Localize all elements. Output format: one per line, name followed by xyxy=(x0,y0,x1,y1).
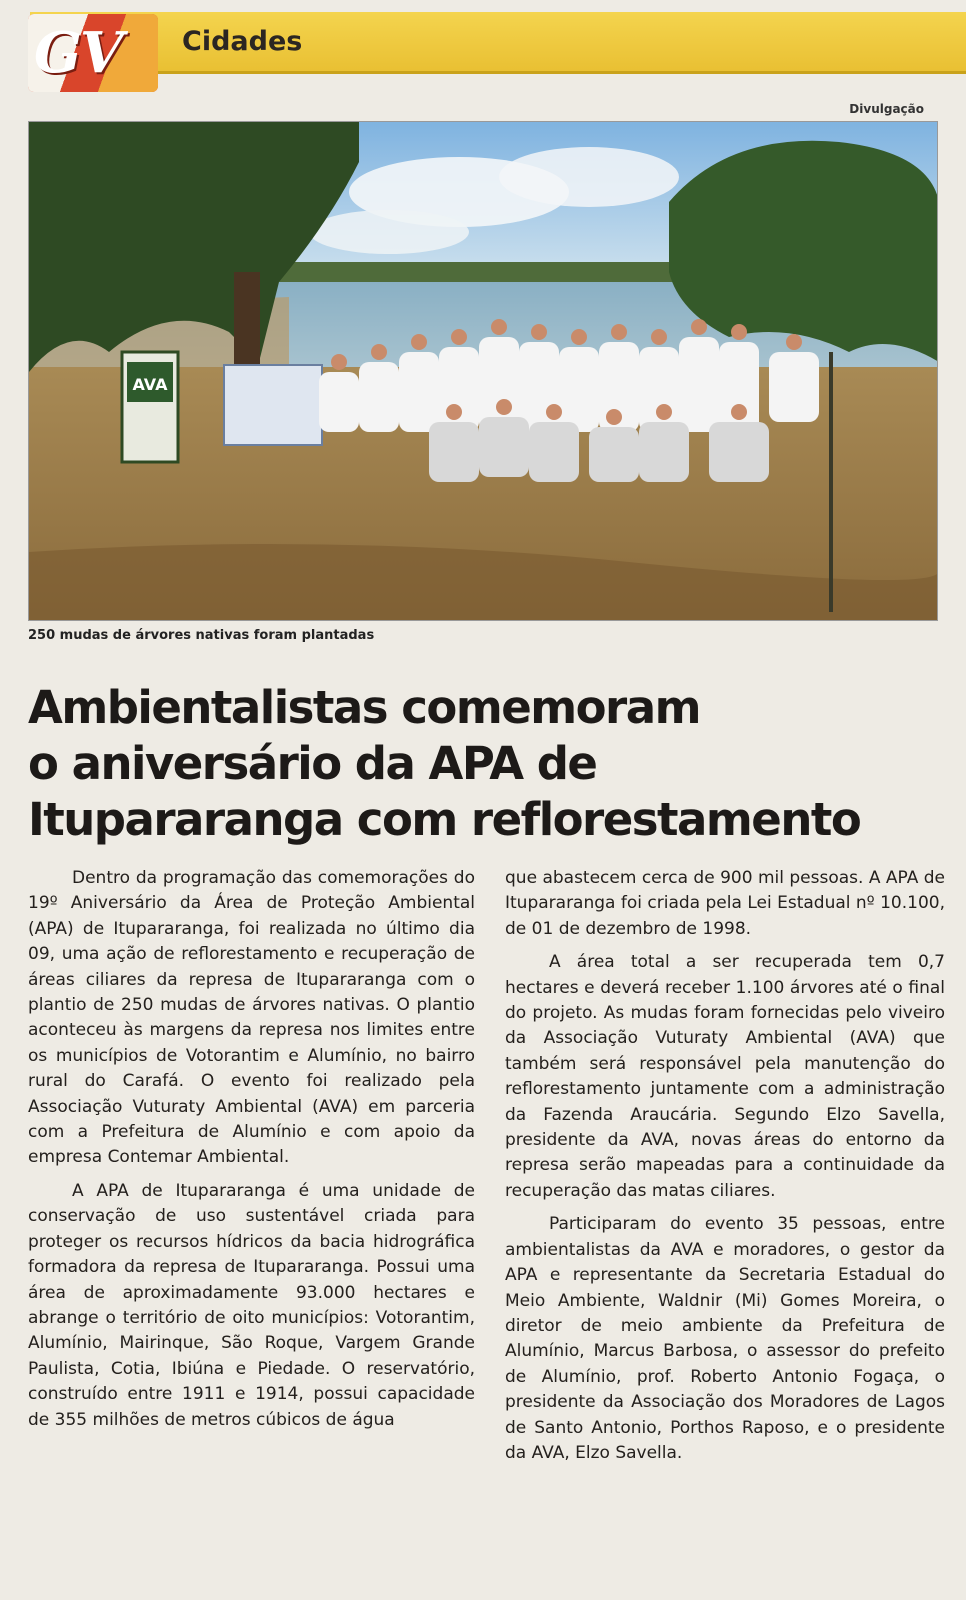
photo-caption: 250 mudas de árvores nativas foram plantadas xyxy=(28,628,375,643)
newspaper-logo xyxy=(28,14,158,92)
article-paragraph: A área total a ser recuperada tem 0,7 hectares e deverá receber 1.100 árvores até o final do projeto. As mudas foram fornecidas pelo viveiro da Associação Vuturaty Ambiental (AVA) que também será responsável pela manutenção do reflorestamento juntamente com a administração da Fazenda Araucária. Segundo Elzo Savella, presidente da AVA, novas áreas do entorno da represa serão mapeadas para a continuidade da recuperação das matas ciliares. xyxy=(505,952,945,1201)
headline-line: o aniversário da APA de xyxy=(28,737,597,790)
headline-line: Itupararanga com reflorestamento xyxy=(28,793,861,846)
photo-credit: Divulgação xyxy=(849,102,924,116)
article-paragraph: Dentro da programação das comemorações do 19º Aniversário da Área de Proteção Ambiental (APA) de Itupararanga, foi realizada no último dia 09, uma ação de reflorestamento e recuperação de áreas ciliares da represa de Itupararanga com o plantio de 250 mudas de árvores nativas. O plantio aconteceu às margens da represa nos limites entre os municípios de Votorantim e Alumínio, no bairro rural do Carafá. O evento foi realizado pela Associação Vuturaty Ambiental (AVA) em parceria com a Prefeitura de Alumínio e com apoio da empresa Contemar Ambiental. xyxy=(28,868,475,1168)
section-header-band xyxy=(30,12,966,74)
photo-illustration xyxy=(29,122,938,621)
article-photo xyxy=(28,121,938,621)
article-column-right xyxy=(505,866,945,1474)
headline-line: Ambientalistas comemoram xyxy=(28,681,701,734)
article-paragraph-continuation: que abastecem cerca de 900 mil pessoas. A APA de Itupararanga foi criada pela Lei Estadual nº 10.100, de 01 de dezembro de 1998. xyxy=(505,868,945,939)
article-headline xyxy=(28,680,938,848)
section-title: Cidades xyxy=(182,26,303,57)
article-paragraph: Participaram do evento 35 pessoas, entre ambientalistas da AVA e moradores, o gestor da APA e representante da Secretaria Estadual do Meio Ambiente, Waldnir (Mi) Gomes Moreira, o diretor de meio ambiente da Prefeitura de Alumínio, Marcus Barbosa, o assessor do prefeito de Alumínio, prof. Roberto Antonio Fogaça, o presidente da Associação dos Moradores de Lagos de Santo Antonio, Porthos Raposo, e o presidente da AVA, Elzo Savella. xyxy=(505,1214,945,1463)
logo-text: GV xyxy=(34,20,122,86)
article-column-left xyxy=(28,866,475,1441)
ava-banner-text: AVA xyxy=(132,375,168,394)
article-paragraph: A APA de Itupararanga é uma unidade de conservação de uso sustentável criada para proteger os recursos hídricos da bacia hidrográfica formadora da represa de Itupararanga. Possui uma área de aproximadamente 93.000 hectares e abrange o território de oito municípios: Votorantim, Alumínio, Mairinque, São Roque, Vargem Grande Paulista, Cotia, Ibiúna e Piedade. O reservatório, construído entre 1911 e 1914, possui capacidade de 355 milhões de metros cúbicos de água xyxy=(28,1180,475,1430)
